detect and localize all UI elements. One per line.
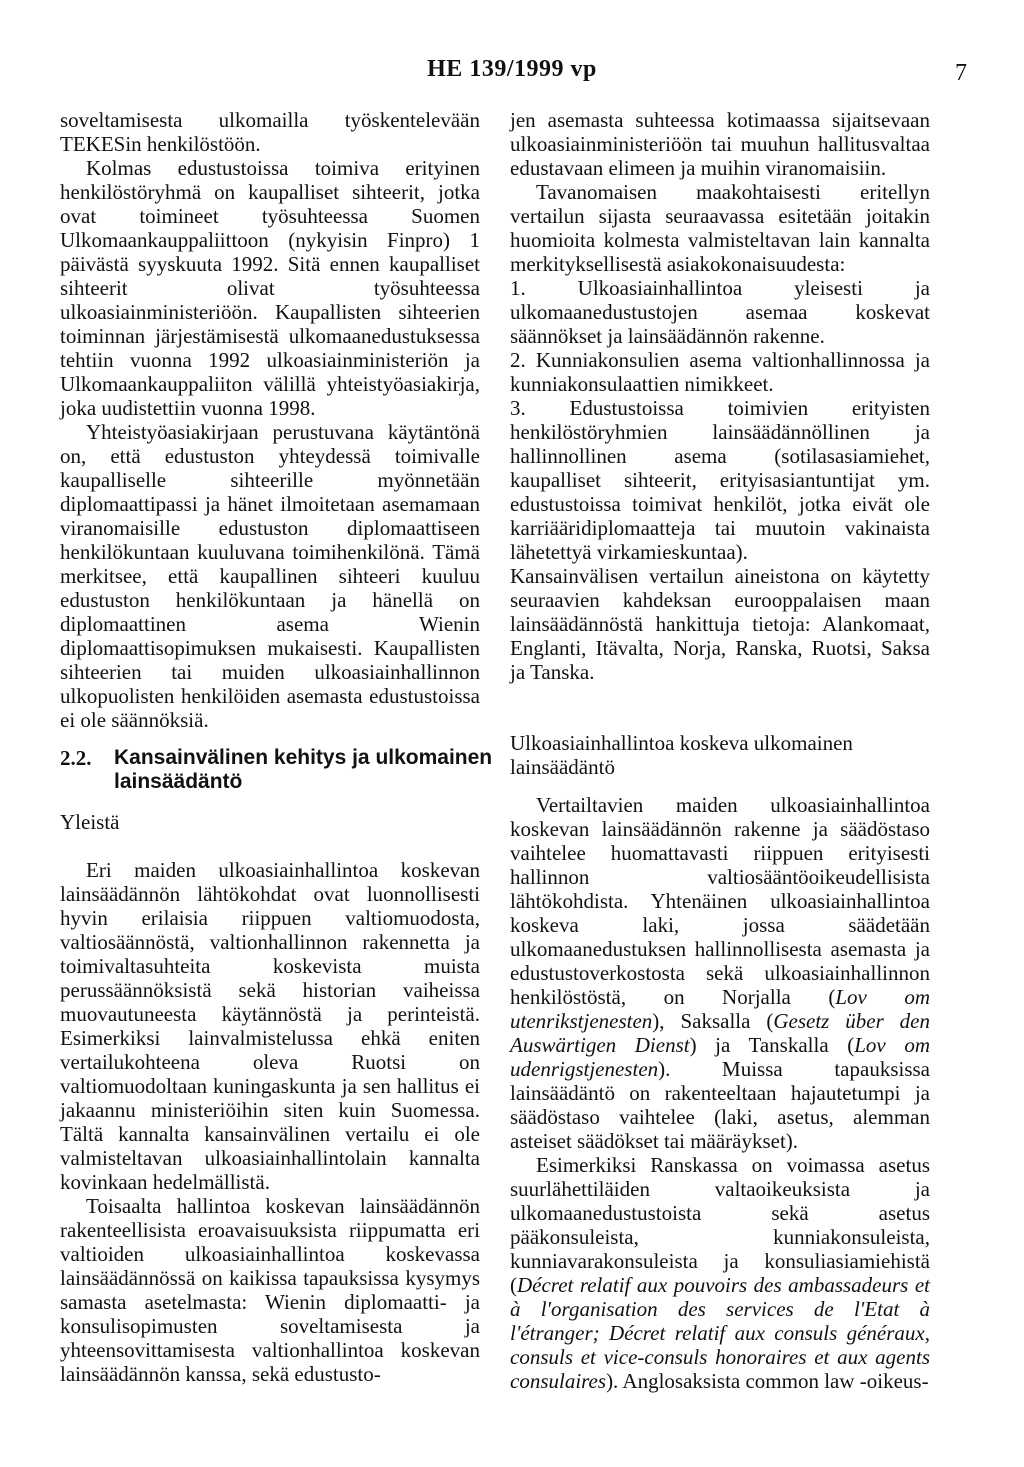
section-number: 2.2. bbox=[60, 746, 92, 770]
law-title: Lov om utenrikstjenesten bbox=[510, 985, 930, 1033]
page-number: 7 bbox=[955, 60, 967, 86]
text-run: ). Muissa tapauksissa lainsäädäntö on rakenteeltaan hajautetumpi ja säädöstaso vaihtelee (laki, asetus, alemman asteiset säädökset tai määräykset). bbox=[510, 1057, 930, 1153]
text-run: ), Saksalla ( bbox=[652, 1009, 774, 1033]
text-run: ). Anglosaksista common law -oikeus- bbox=[606, 1369, 929, 1393]
paragraph: Eri maiden ulkoasiainhallintoa koskevan lainsäädännön lähtökohdat ovat luonnollisesti hyvin erilaisia riippuen valtiomuodosta, valtiosäännöstä, valtionhallinnon rakennetta ja toimivaltasuhteita koskevista muista perussäännöksistä sekä historian vaiheissa muovautuneesta käytännöstä ja perinteistä. Esimerkiksi lainvalmistelussa ehkä eniten vertailukohteena oleva Ruotsi on valtiomuodoltaan kuningaskunta ja sen hallitus ei jakaannu ministeriöihin siten kuin Suomessa. Tältä kannalta kansainvälinen vertailu ei ole valmisteltavan ulkoasiainhallintolain kannalta kovinkaan hedelmällistä. bbox=[60, 858, 480, 1194]
page-header-title: HE 139/1999 vp bbox=[427, 56, 597, 82]
law-title: Gesetz über den Auswärtigen Dienst bbox=[510, 1009, 930, 1057]
right-column-bottom bbox=[510, 793, 930, 1393]
right-column-top bbox=[510, 108, 930, 684]
subheading-foreign-legislation: Ulkoasiainhallintoa koskeva ulkomainen lainsäädäntö bbox=[510, 731, 853, 779]
section-title: Kansainvälinen kehitys ja ulkomainen lainsäädäntö bbox=[114, 746, 493, 793]
paragraph: soveltamisesta ulkomailla työskentelevään TEKESin henkilöstöön. bbox=[60, 108, 480, 156]
text-run: Vertailtavien maiden ulkoasiainhallintoa koskevan lainsäädännön rakenne ja säädöstaso vaihtelee huomattavasti riippuen erityisesti hallinnon valtiosääntöoikeudellisista lähtökohdista. Yhtenäinen ulkoasiainhallintoa koskeva laki, jossa säädetään ulkomaanedustuksen hallinnollisesta asemasta ja edustustoverkostosta sekä ulkoasiainhallinnon henkilöstöstä, on Norjalla ( bbox=[510, 793, 930, 1009]
paragraph bbox=[510, 1153, 930, 1393]
subheading-yleista: Yleistä bbox=[60, 810, 120, 834]
paragraph: Kolmas edustustoissa toimiva erityinen henkilöstöryhmä on kaupalliset sihteerit, jotka ovat toimineet työsuhteessa Suomen Ulkomaankauppaliittoon (nykyisin Finpro) 1 päivästä syyskuuta 1992. Sitä ennen kaupalliset sihteerit olivat työsuhteessa ulkoasiainministeriöön. Kaupallisten sihteerien toiminnan järjestämisestä ulkomaanedustuksessa tehtiin vuonna 1992 ulkoasiainministeriön ja Ulkomaankauppaliiton välillä yhteistyöasiakirja, joka uudistettiin vuonna 1998. bbox=[60, 156, 480, 420]
paragraph: Kansainvälisen vertailun aineistona on käytetty seuraavien kahdeksan eurooppalaisen maan lainsäädännöstä hankittuja tietoja: Alankomaat, Englanti, Itävalta, Norja, Ranska, Ruotsi, Saksa ja Tanska. bbox=[510, 564, 930, 684]
law-title: Décret relatif aux pouvoirs des ambassadeurs et à l'organisation des services de l'Etat à l'étranger; Décret relatif aux consuls généraux, consuls et vice-consuls honoraires et aux agents consulaires bbox=[510, 1273, 930, 1393]
text-run: ) ja Tanskalla ( bbox=[689, 1033, 855, 1057]
list-item: 3. Edustustoissa toimivien erityisten henkilöstöryhmien lainsäädännöllinen ja hallinnollinen asema (sotilasasiamiehet, kaupalliset sihteerit, erityisasiantuntijat ym. edustustoissa toimivat henkilöt, jotka eivät ole karriääridiplomaatteja tai muutoin vakinaista lähetettyä virkamieskuntaa). bbox=[510, 396, 930, 564]
paragraph: Toisaalta hallintoa koskevan lainsäädännön rakenteellisista eroavaisuuksista riippumatta eri valtioiden ulkoasiainhallintoa koskevassa lainsäädännössä on kaikissa tapauksissa kysymys samasta asetelmasta: Wienin diplomaatti- ja konsulisopimusten soveltamisesta ja yhteensovittamisesta valtionhallintoa koskevan lainsäädännön kanssa, sekä edustusto- bbox=[60, 1194, 480, 1386]
list-item: 2. Kunniakonsulien asema valtionhallinnossa ja kunniakonsulaattien nimikkeet. bbox=[510, 348, 930, 396]
paragraph bbox=[510, 793, 930, 1153]
paragraph: jen asemasta suhteessa kotimaassa sijaitsevaan ulkoasiainministeriöön tai muuhun hallitusvaltaa edustavaan elimeen ja muihin viranomaisiin. bbox=[510, 108, 930, 180]
left-column-bottom bbox=[60, 858, 480, 1386]
paragraph: Tavanomaisen maakohtaisesti eritellyn vertailun sijasta seuraavassa esitetään joitakin huomioita kolmesta valmisteltavan lain kannalta merkityksellisestä asiakokonaisuudesta: bbox=[510, 180, 930, 276]
text-run: Esimerkiksi Ranskassa on voimassa asetus suurlähettiläiden valtaoikeuksista ja ulkomaanedustustoista sekä asetus pääkonsuleista, kunniakonsuleista, kunniavarakonsuleista ja konsuliasiamiehistä ( bbox=[510, 1153, 930, 1297]
paragraph: Yhteistyöasiakirjaan perustuvana käytäntönä on, että edustuston yhteydessä toimivalle kaupalliselle sihteerille myönnetään diplomaattipassi ja hänet ilmoitetaan asemamaan viranomaisille edustuston diplomaattiseen henkilökuntaan kuuluvana toimihenkilönä. Tämä merkitsee, että kaupallinen sihteeri kuuluu edustuston henkilökuntaan ja hänellä on diplomaattinen asema Wienin diplomaattisopimuksen mukaisesti. Kaupallisten sihteerien tai muiden ulkoasiainhallinnon ulkopuolisten henkilöiden asemasta edustustoissa ei ole säännöksiä. bbox=[60, 420, 480, 732]
law-title: Lov om udenrigstjenesten bbox=[510, 1033, 930, 1081]
left-column-top bbox=[60, 108, 480, 732]
list-item: 1. Ulkoasiainhallintoa yleisesti ja ulkomaanedustustojen asemaa koskevat säännökset ja lainsäädännön rakenne. bbox=[510, 276, 930, 348]
